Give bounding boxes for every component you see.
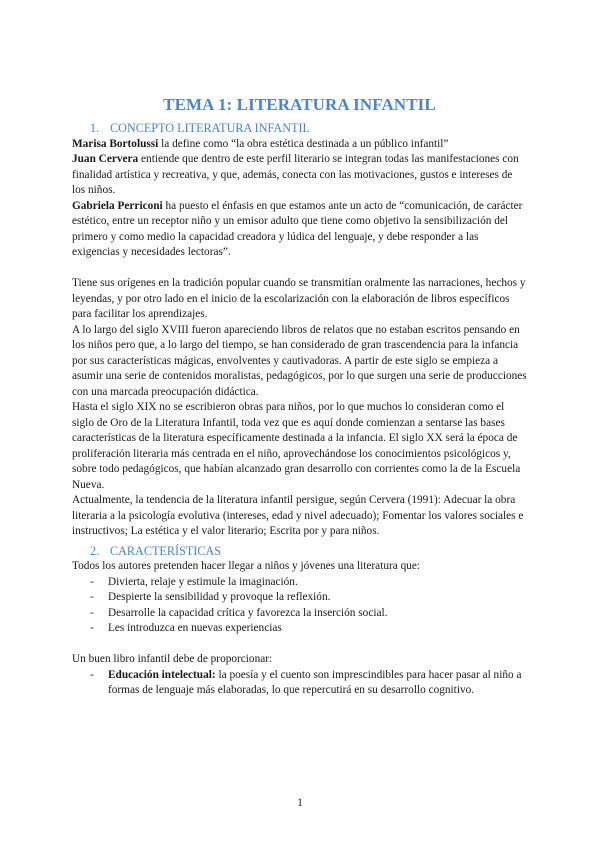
document-title: TEMA 1: LITERATURA INFANTIL bbox=[163, 95, 436, 114]
paragraph-origins: Tiene sus orígenes en la tradición popular cuando se transmitían oralmente las narraciones, hechos y leyendas, y por otro lado en el inicio de la escolarización con la elaboración de libros específicos para facilitar los aprendizajes. bbox=[72, 277, 526, 320]
good-book-list bbox=[72, 668, 527, 699]
list-item: - Les introduzca en nuevas experiencias bbox=[72, 621, 527, 637]
section-2-title: CARACTERÍSTICAS bbox=[110, 543, 222, 558]
paragraph-xix: Hasta el siglo XIX no se escribieron obras para niños, por lo que muchos lo consideran como el siglo de Oro de la Literatura Infantil, toda vez que es aquí donde comienzan a sentarse las bases características de la literatura específicamente destinada a la infancia. El siglo XX será la época de proliferación literaria más centrada en el niño, aprovechándose los conocimientos psicológicos y, sobre todo pedagógicos, que habían alcanzado gran desarrollo con corrientes como la de la Escuela Nueva. bbox=[72, 401, 521, 491]
characteristics-list bbox=[72, 575, 527, 637]
section-1-title: CONCEPTO LITERATURA INFANTIL bbox=[110, 121, 310, 135]
author-cervera: Juan Cervera bbox=[72, 153, 139, 165]
item-label: Educación intelectual: bbox=[108, 668, 216, 681]
section-1-number: 1. bbox=[90, 121, 100, 135]
definition-cervera: Juan Cervera entiende que dentro de este perfil literario se integran todas las manifestaciones con finalidad artística y recreativa, y que, además, conecta con las motivaciones, gustos e intereses de los niños. bbox=[72, 153, 519, 196]
paragraph-actualmente: Actualmente, la tendencia de la literatura infantil persigue, según Cervera (1991): Adecuar la obra literaria a la psicología evolutiva (intereses, edad y nivel adecuado); Fomentar los valores sociales e instructivos; La estética y el valor literario; Escrita por y para niños. bbox=[72, 494, 524, 537]
section-1-heading bbox=[72, 121, 527, 137]
list-item-educacion-intelectual: - Educación intelectual: la poesía y el cuento son imprescindibles para hacer pasar al niño a formas de lenguaje más elaboradas, lo que repercutirá en su desarrollo cognitivo. bbox=[72, 668, 527, 699]
spacer bbox=[72, 261, 527, 277]
list-item: - Desarrolle la capacidad crítica y favorezca la inserción social. bbox=[72, 606, 527, 622]
paragraph-xviii: A lo largo del siglo XVIII fueron apareciendo libros de relatos que no estaban escritos pensando en los niños pero que, a lo largo del tiempo, se han considerado de gran trascendencia para la infancia por sus características mágicas, envolventes y cautivadoras. A partir de este siglo se empieza a asumir una serie de contenidos moralistas, pedagógicos, por lo que surgen una serie de producciones con una marcada preocupación didáctica. bbox=[72, 323, 527, 398]
good-book-intro: Un buen libro infantil debe de proporcionar: bbox=[72, 653, 273, 665]
characteristics-intro: Todos los autores pretenden hacer llegar a niños y jóvenes una literatura que: bbox=[72, 560, 421, 572]
spacer bbox=[72, 637, 527, 653]
document-page bbox=[72, 95, 527, 699]
section-2-heading bbox=[72, 544, 527, 560]
section-2-number: 2. bbox=[90, 543, 100, 558]
list-item: - Despierte la sensibilidad y provoque la reflexión. bbox=[72, 590, 527, 606]
definition-bortolussi: Marisa Bortolussi la define como “la obra estética destinada a un público infantil” bbox=[72, 137, 449, 150]
definition-perriconi: Gabriela Perriconi ha puesto el énfasis en que estamos ante un acto de “comunicación, de carácter estético, entre un receptor niño y un emisor adulto que tiene como objetivo la sensibilización del primero y como medio la capacidad creadora y lúdica del lenguaje, y debe responder a las exigencias y necesidades lectoras”. bbox=[72, 199, 523, 258]
author-bortolussi: Marisa Bortolussi bbox=[72, 137, 159, 150]
page-number: 1 bbox=[297, 797, 303, 809]
author-perriconi: Gabriela Perriconi bbox=[72, 199, 163, 212]
list-item: - Divierta, relaje y estimule la imaginación. bbox=[72, 575, 527, 591]
